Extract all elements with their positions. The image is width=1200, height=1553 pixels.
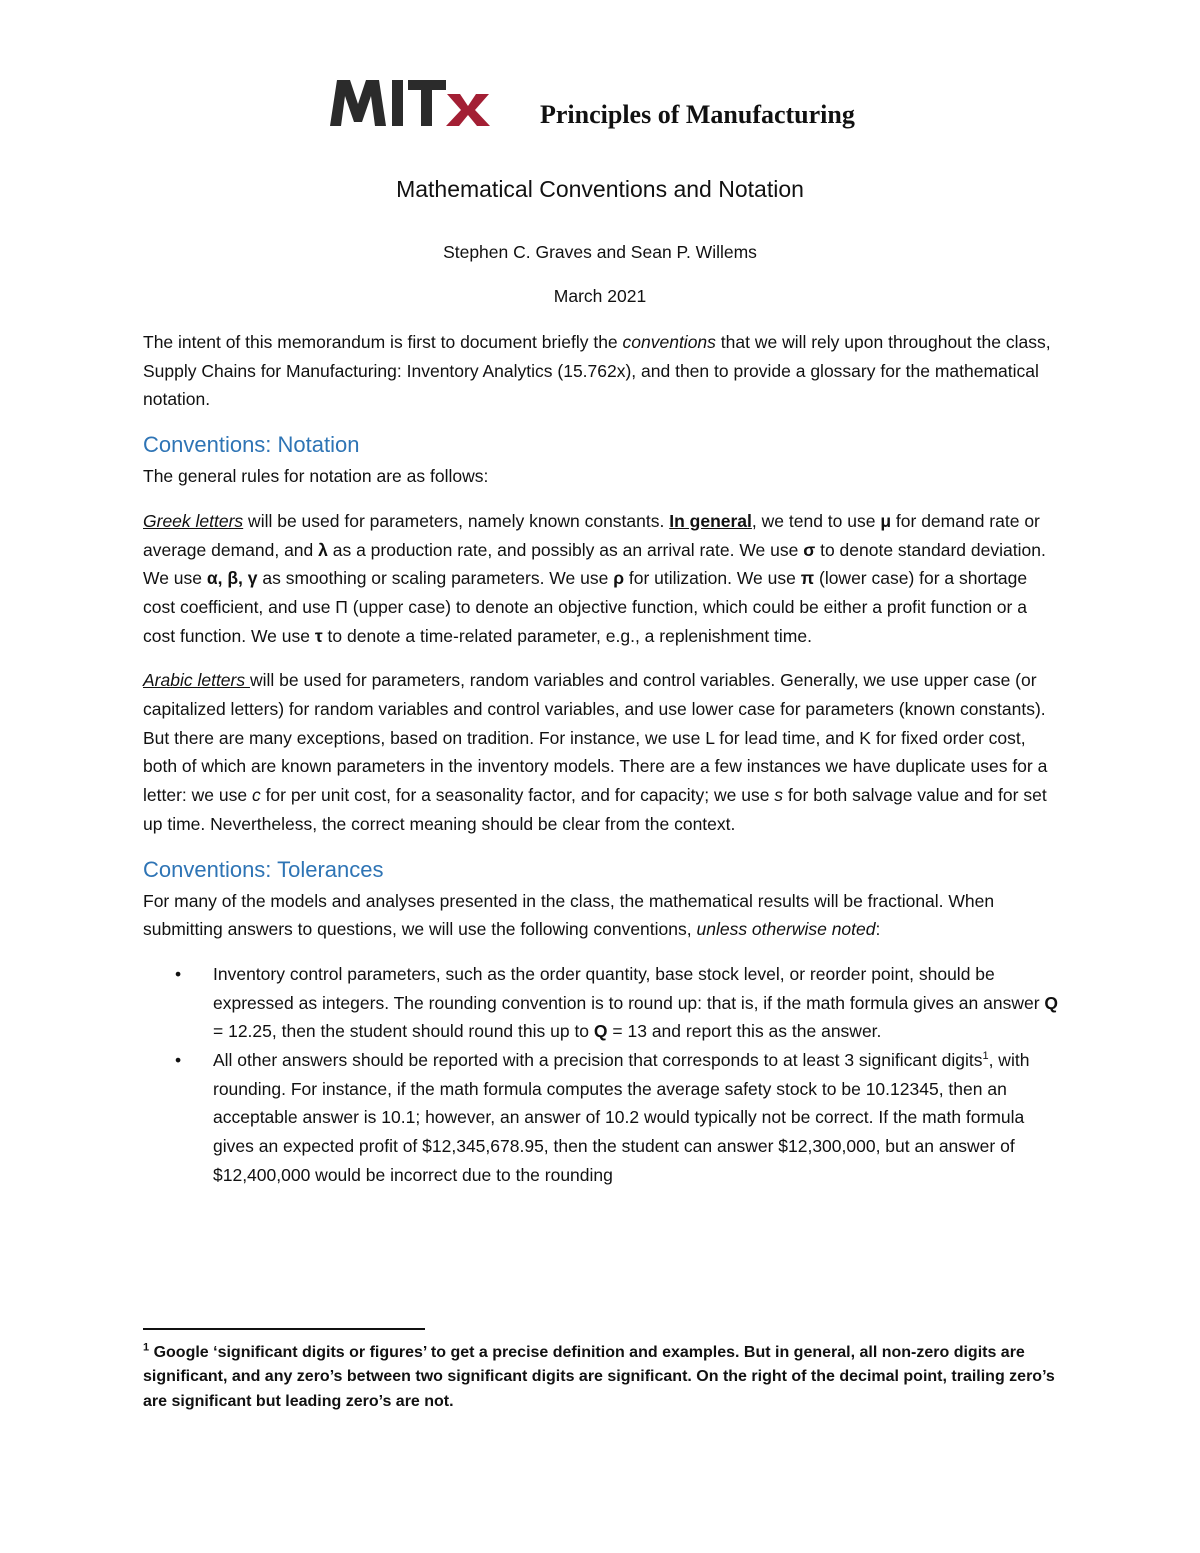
footnote-separator: [143, 1328, 425, 1330]
document-title: Mathematical Conventions and Notation: [396, 176, 804, 202]
bullet-icon: •: [175, 1050, 182, 1071]
document-authors: Stephen C. Graves and Sean P. Willems: [443, 242, 757, 262]
footnote: $^1$ Google ‘significant digits or figures’ to get a precise definition and examples. But in general, all non-zero digits are significant, and any zero’s between two significant digits are significant. On the right of the decimal point, trailing zero’s are significant but leading zero’s are not.: [143, 1341, 1055, 1410]
heading-tolerances: Conventions: Tolerances: [143, 856, 384, 882]
list-item: • Inventory control parameters, such as the order quantity, base stock level, or reorder point, should be expressed as integers. The rounding convention is to round up: that is, if the math formula gives an answer Q = 12.25, then the student should round this up to Q = 13 and report this as the answer.: [143, 960, 1063, 1046]
page-header: [328, 74, 928, 134]
mitx-logo: [328, 74, 498, 130]
heading-notation: Conventions: Notation: [143, 432, 360, 458]
footnote-number: 1: [143, 1341, 150, 1354]
course-title: Principles of Manufacturing: [540, 100, 855, 129]
footnote-reference[interactable]: 1: [982, 1050, 989, 1063]
tolerances-list: [143, 960, 1063, 1190]
greek-letters-paragraph: Greek letters will be used for parameters, namely known constants. In general, we tend to use μ for demand rate or average demand, and λ as a production rate, and possibly as an arrival rate. We use σ to denote standard deviation. We use α, β, γ as smoothing or scaling parameters. We use ρ for utilization. We use π (lower case) for a shortage cost coefficient, and use Π (upper case) to denote an objective function, which could be either a profit function or a cost function. We use τ to denote a time-related parameter, e.g., a replenishment time.: [143, 510, 1046, 646]
tolerances-lead: For many of the models and analyses presented in the class, the mathematical results will be fractional. When submitting answers to questions, we will use the following conventions, unless otherwise noted:: [143, 890, 995, 940]
bullet-icon: •: [175, 963, 182, 984]
list-item: • All other answers should be reported with a precision that corresponds to at least 3 significant digits$^1$, with rounding. For instance, if the math formula computes the average safety stock to be 10.12345, then an acceptable answer is 10.1; however, an answer of 10.2 would typically not be correct. If the math formula gives an expected profit of $12,345,678.95, then the student can answer $12,300,000, but an answer of $12,400,000 would be incorrect due to the rounding: [143, 1046, 1063, 1190]
document-date: March 2021: [553, 286, 647, 306]
document-body: [143, 328, 1063, 1190]
arabic-letters-paragraph: Arabic letters will be used for parameters, random variables and control variables. Generally, we use upper case (or capitalized letters) for random variables and control variables, and use lower case for parameters (known constants). But there are many exceptions, based on tradition. For instance, we use L for lead time, and K for fixed order cost, both of which are known parameters in the inventory models. There are a few instances we have duplicate uses for a letter: we use c for per unit cost, for a seasonality factor, and for capacity; we use s for both salvage value and for set up time. Nevertheless, the correct meaning should be clear from the context.: [143, 670, 1048, 834]
intro-paragraph: The intent of this memorandum is first to document briefly the conventions that we will rely upon throughout the class, Supply Chains for Manufacturing: Inventory Analytics (15.762x), and then to provide a glossary for the mathematical notation.: [143, 332, 1051, 410]
notation-lead: The general rules for notation are as follows:: [143, 466, 489, 487]
